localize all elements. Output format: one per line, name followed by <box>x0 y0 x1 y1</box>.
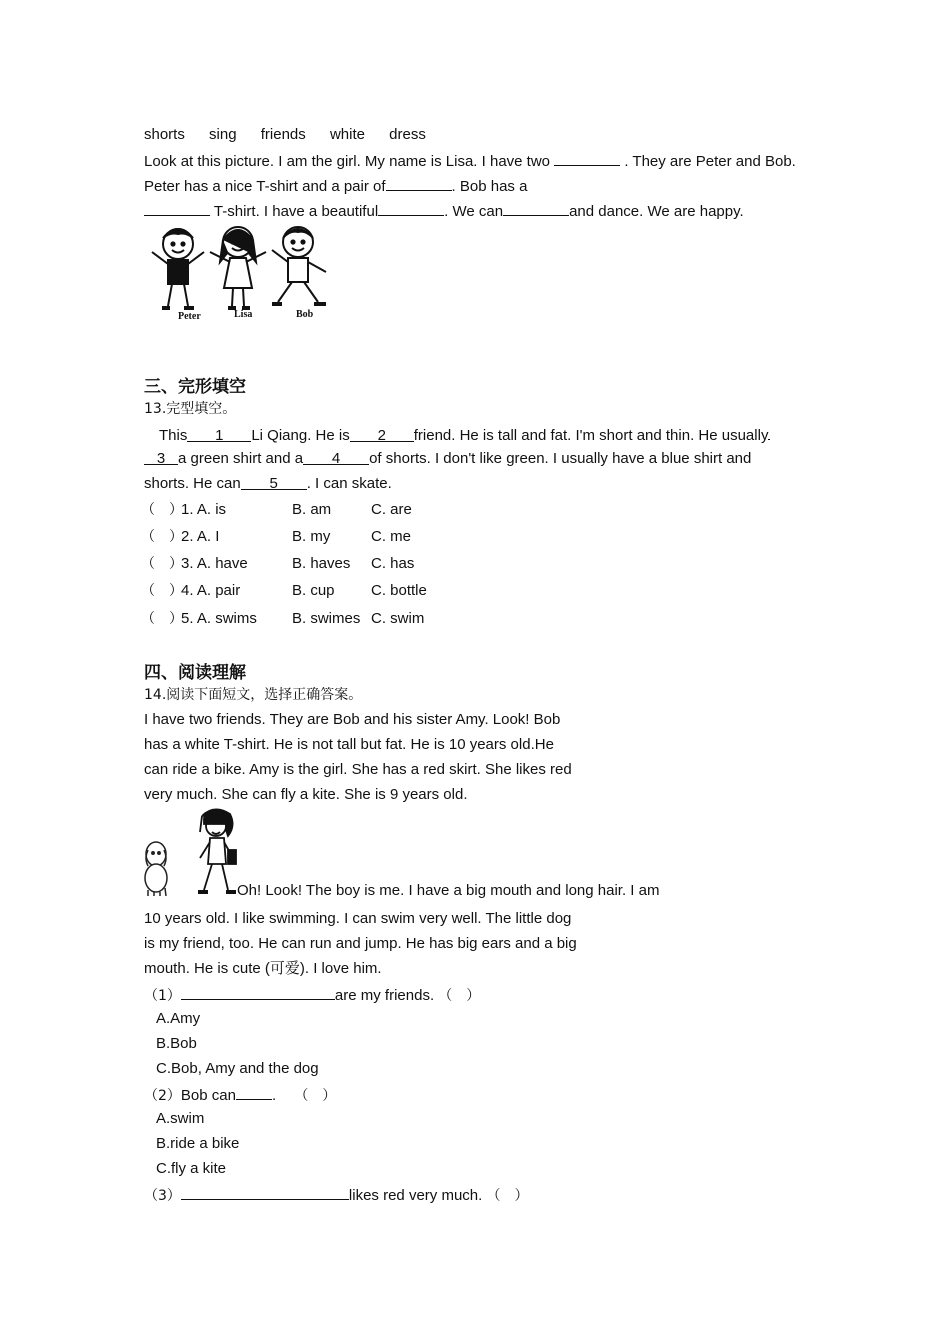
section3-question: 13.完型填空。 <box>144 401 237 417</box>
option-c[interactable]: C. has <box>371 555 415 572</box>
cloze-blank-5[interactable]: 5 <box>241 474 307 490</box>
passage-text: Li Qiang. He is <box>251 427 350 444</box>
passage-text: friend. He is tall and fat. I'm short and thin. He usually <box>413 427 769 444</box>
option-c[interactable]: C. swim <box>371 610 425 627</box>
section4-question: 14.阅读下面短文，选择正确答案。 <box>144 687 363 703</box>
option-row <box>141 581 240 601</box>
reading-line: Oh! Look! The boy is me. I have a big mouth and long hair. I am <box>237 882 660 899</box>
kid-label: Lisa <box>234 309 253 320</box>
choice-option[interactable]: B.Bob <box>156 1035 197 1052</box>
option-b[interactable]: B. am <box>292 501 332 518</box>
underline-mark <box>768 424 770 440</box>
option-a[interactable]: 1. A. is <box>181 501 227 518</box>
answer-paren[interactable]: （ ） <box>141 502 183 518</box>
passage-text: Look at this picture. I am the girl. My name is Lisa. I have two <box>144 153 555 170</box>
answer-blank[interactable] <box>181 1184 349 1200</box>
cloze-blank-4[interactable]: 4 <box>303 449 369 465</box>
option-b[interactable]: B. haves <box>292 555 351 572</box>
question-text: likes red very much. <box>348 1187 483 1204</box>
dog-figure <box>145 842 167 896</box>
choice-option[interactable]: C.Bob, Amy and the dog <box>156 1060 319 1077</box>
passage1-line3 <box>144 200 744 222</box>
word-bank-item: shorts <box>144 126 185 143</box>
cloze-line2 <box>144 449 751 469</box>
option-a[interactable]: 4. A. pair <box>181 582 241 599</box>
word-bank-item: friends <box>260 126 306 143</box>
word-bank <box>144 125 446 145</box>
question-number: （1） <box>144 988 181 1004</box>
answer-paren[interactable]: （ ） <box>141 529 183 545</box>
passage-text: . I can skate. <box>306 475 392 492</box>
boy-figure <box>198 809 236 892</box>
passage1-line1 <box>144 150 796 172</box>
passage-text: shorts. He can <box>144 475 241 492</box>
choice-option[interactable]: C.fly a kite <box>156 1160 227 1177</box>
passage-text: . Bob has a <box>451 178 528 195</box>
reading-line: can ride a bike. Amy is the girl. She has a red skirt. She likes red <box>144 761 572 778</box>
question-text: . <box>271 1087 277 1104</box>
section4-heading: 四、阅读理解 <box>144 663 246 683</box>
lisa-figure <box>210 227 266 308</box>
question-text: are my friends. <box>334 987 435 1004</box>
word-bank-item: white <box>329 126 365 143</box>
cloze-line1 <box>159 424 770 446</box>
reading-line: is my friend, too. He can run and jump. He has big ears and a big <box>144 935 577 952</box>
question-text: Bob can <box>180 1087 236 1104</box>
section3-heading: 三、完形填空 <box>144 377 246 397</box>
answer-blank[interactable] <box>503 200 569 216</box>
peter-figure <box>152 229 204 308</box>
cloze-blank-1[interactable]: 1 <box>187 426 251 442</box>
cloze-blank-2[interactable]: 2 <box>350 426 414 442</box>
passage-text: This <box>159 427 188 444</box>
option-b[interactable]: B. my <box>292 528 331 545</box>
word-bank-item: sing <box>209 126 237 143</box>
passage-text: . They are Peter and Bob. <box>620 153 796 170</box>
answer-paren[interactable]: （ ） <box>438 988 481 1004</box>
answer-paren[interactable]: （ ） <box>141 583 183 599</box>
answer-blank[interactable] <box>378 200 444 216</box>
option-row <box>141 609 257 629</box>
answer-blank[interactable] <box>386 175 452 191</box>
option-a[interactable]: 2. A. I <box>181 528 220 545</box>
option-c[interactable]: C. are <box>371 501 412 518</box>
option-row <box>141 554 248 574</box>
option-a[interactable]: 3. A. have <box>181 555 248 572</box>
kid-label: Bob <box>296 309 314 320</box>
question-3 <box>144 1184 528 1206</box>
option-row <box>141 500 226 520</box>
answer-blank[interactable] <box>144 200 210 216</box>
passage-text: . We can <box>444 203 504 220</box>
reading-line: 10 years old. I like swimming. I can swim very well. The little dog <box>144 910 572 927</box>
reading-line: mouth. He is cute (可爱). I love him. <box>144 960 382 977</box>
passage-text: Peter has a nice T-shirt and a pair of <box>144 178 386 195</box>
passage-text: of shorts. I don't like green. I usually have a blue shirt and <box>369 450 752 467</box>
word-bank-item: dress <box>389 126 426 143</box>
passage-text: a green shirt and a <box>178 450 304 467</box>
passage1-line2 <box>144 175 527 197</box>
option-row <box>141 527 219 547</box>
answer-paren[interactable]: （ ） <box>294 1088 337 1104</box>
reading-line: very much. She can fly a kite. She is 9 years old. <box>144 786 468 803</box>
passage-text: T-shirt. I have a beautiful <box>210 203 379 220</box>
answer-paren[interactable]: （ ） <box>141 556 183 572</box>
kid-label: Peter <box>178 311 201 322</box>
bob-figure <box>272 227 326 304</box>
question-number: （3） <box>144 1188 181 1204</box>
question-number: （2） <box>144 1088 181 1104</box>
answer-paren[interactable]: （ ） <box>141 611 183 627</box>
option-a[interactable]: 5. A. swims <box>181 610 257 627</box>
choice-option[interactable]: B.ride a bike <box>156 1135 240 1152</box>
reading-line: I have two friends. They are Bob and his sister Amy. Look! Bob <box>144 711 561 728</box>
cloze-blank-3[interactable]: 3 <box>144 449 178 465</box>
passage-text: and dance. We are happy. <box>569 203 744 220</box>
answer-paren[interactable]: （ ） <box>486 1188 529 1204</box>
option-c[interactable]: C. bottle <box>371 582 427 599</box>
option-b[interactable]: B. swimes <box>292 610 361 627</box>
choice-option[interactable]: A.Amy <box>156 1010 201 1027</box>
answer-blank[interactable] <box>554 150 620 166</box>
option-c[interactable]: C. me <box>371 528 412 545</box>
question-2 <box>144 1084 336 1106</box>
cloze-line3 <box>144 474 392 494</box>
reading-line: has a white T-shirt. He is not tall but fat. He is 10 years old.He <box>144 736 554 753</box>
question-1 <box>144 984 480 1006</box>
option-b[interactable]: B. cup <box>292 582 335 599</box>
answer-blank[interactable] <box>181 984 335 1000</box>
kids-illustration <box>148 222 333 326</box>
choice-option[interactable]: A.swim <box>156 1110 205 1127</box>
dog-and-boy-illustration <box>142 806 238 898</box>
answer-blank[interactable] <box>236 1084 272 1100</box>
